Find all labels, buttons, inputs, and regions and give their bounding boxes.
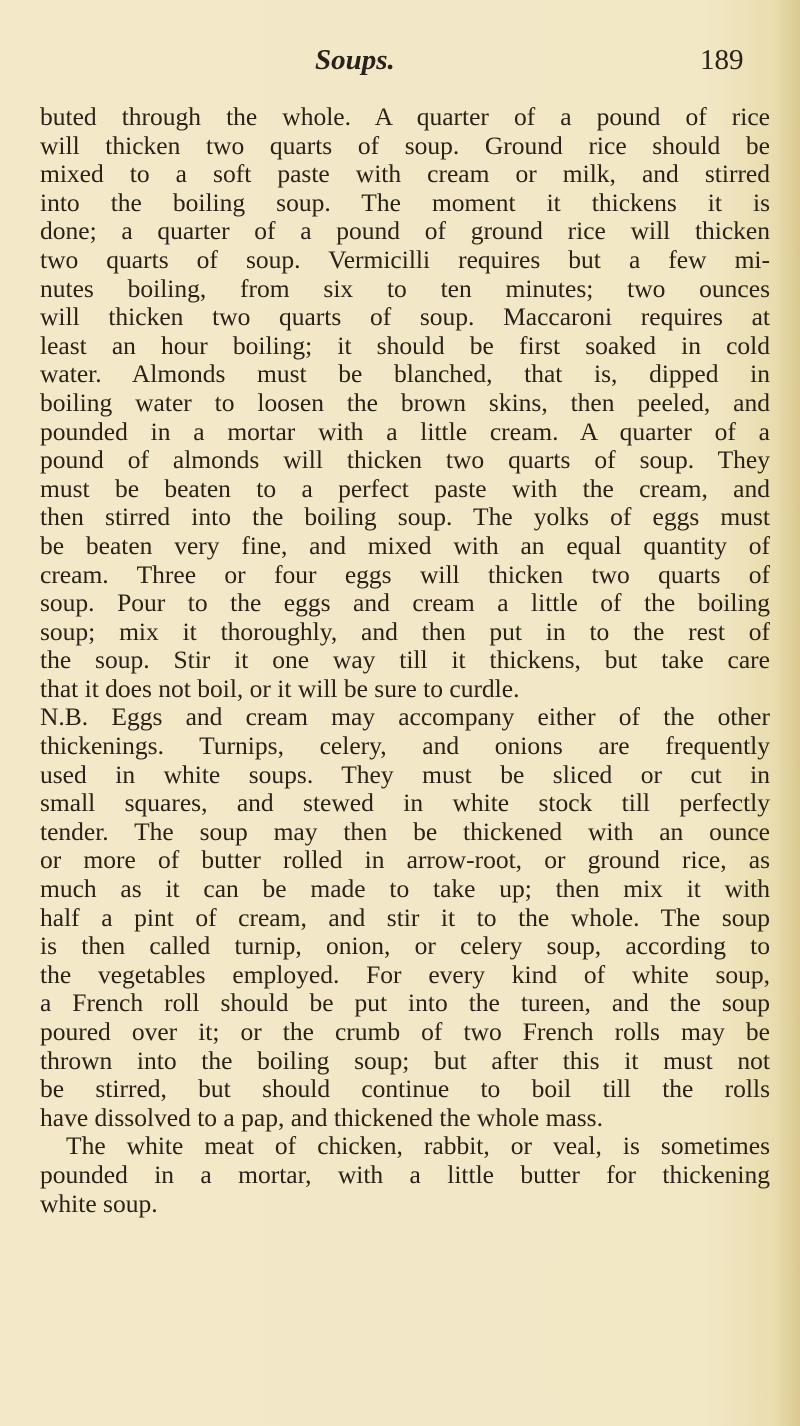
text-line: a French roll should be put into the tureen, and the soup	[40, 988, 770, 1018]
text-line: poured over it; or the crumb of two French rolls may be	[40, 1017, 770, 1046]
text-line: be stirred, but should continue to boil till the rolls	[40, 1074, 770, 1104]
page-header	[0, 44, 800, 88]
text-line: is then called turnip, onion, or celery soup, according to	[40, 931, 770, 961]
text-line: N.B. Eggs and cream may accompany either of the other	[40, 702, 770, 732]
text-line: or more of butter rolled in arrow-root, or ground rice, as	[40, 845, 770, 875]
text-line: pounded in a mortar, with a little butter for thickening	[40, 1159, 770, 1189]
text-line: then stirred into the boiling soup. The yolks of eggs must	[40, 502, 770, 532]
text-line: water. Almonds must be blanched, that is, dipped in	[40, 359, 770, 389]
text-line: soup. Pour to the eggs and cream a little of the boiling	[40, 588, 770, 618]
page-number: 189	[700, 44, 744, 76]
text-line: two quarts of soup. Vermicilli requires but a few mi-	[40, 244, 770, 274]
text-line: boiling water to loosen the brown skins, then peeled, and	[40, 387, 770, 417]
text-line: The white meat of chicken, rabbit, or veal, is sometimes	[66, 1131, 770, 1161]
text-line: will thicken two quarts of soup. Ground rice should be	[40, 130, 770, 160]
text-line: soup; mix it thoroughly, and then put in to the rest of	[40, 616, 770, 646]
text-line: tender. The soup may then be thickened with an ounce	[40, 816, 770, 846]
text-line: be beaten very fine, and mixed with an equal quantity of	[40, 530, 770, 560]
text-line: white soup.	[40, 1188, 158, 1218]
text-line: pound of almonds will thicken two quarts of soup. They	[40, 445, 770, 475]
text-line: have dissolved to a pap, and thickened the whole mass.	[40, 1102, 603, 1132]
text-line: much as it can be made to take up; then mix it with	[40, 874, 770, 904]
text-line: nutes boiling, from six to ten minutes; two ounces	[40, 273, 770, 303]
text-line: used in white soups. They must be sliced or cut in	[40, 759, 770, 789]
text-line: buted through the whole. A quarter of a pound of rice	[40, 102, 770, 131]
text-line: will thicken two quarts of soup. Maccaroni requires at	[40, 302, 770, 332]
text-line: must be beaten to a perfect paste with the cream, and	[40, 473, 770, 503]
text-line: least an hour boiling; it should be first soaked in cold	[40, 330, 770, 360]
text-line: done; a quarter of a pound of ground rice will thicken	[40, 216, 770, 246]
text-line: cream. Three or four eggs will thicken two quarts of	[40, 559, 770, 589]
text-line: thrown into the boiling soup; but after this it must not	[40, 1045, 770, 1075]
text-line: pounded in a mortar with a little cream. A quarter of a	[40, 416, 770, 446]
text-line: half a pint of cream, and stir it to the whole. The soup	[40, 902, 770, 932]
text-line: the soup. Stir it one way till it thickens, but take care	[40, 645, 770, 675]
text-line: that it does not boil, or it will be sure to curdle.	[40, 673, 520, 703]
text-line: thickenings. Turnips, celery, and onions are frequently	[40, 731, 770, 761]
body-text	[40, 103, 770, 1218]
text-line: mixed to a soft paste with cream or milk, and stirred	[40, 159, 770, 189]
text-line: into the boiling soup. The moment it thickens it is	[40, 187, 770, 217]
text-line: small squares, and stewed in white stock till perfectly	[40, 788, 770, 818]
running-title: Soups.	[315, 44, 395, 76]
text-line: the vegetables employed. For every kind of white soup,	[40, 959, 770, 989]
